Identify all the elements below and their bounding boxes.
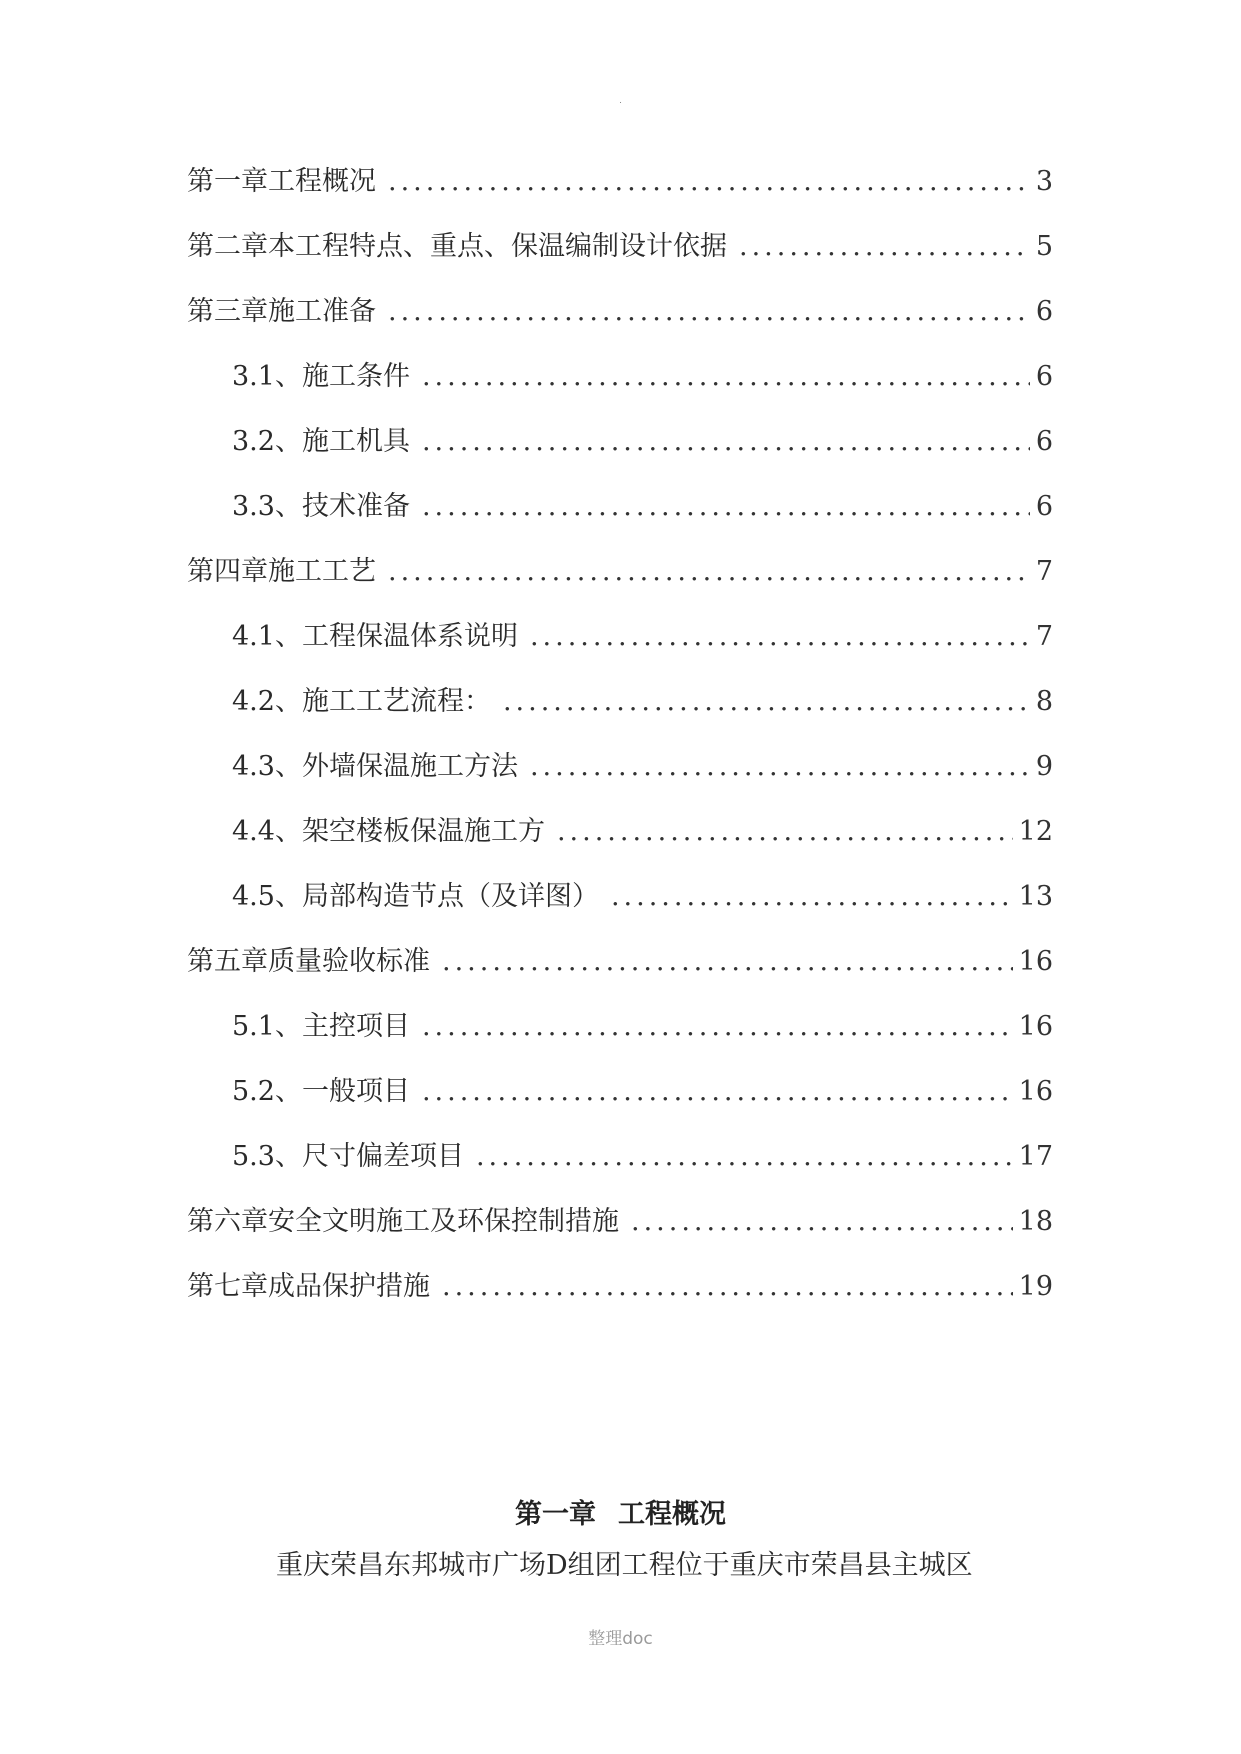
toc-entry[interactable]	[187, 552, 1053, 592]
toc-entry-title: 局部构造节点（及详图）	[301, 881, 599, 912]
toc-entry-page: 6	[1035, 426, 1053, 457]
toc-entry-number: 第一章	[187, 166, 268, 197]
toc-entry-page: 7	[1035, 556, 1053, 587]
toc-leader-dots	[631, 1202, 1013, 1242]
toc-entry-title: 技术准备	[301, 491, 410, 522]
toc-entry[interactable]	[232, 1137, 1053, 1177]
section-heading	[0, 1492, 1241, 1531]
toc-leader-dots	[442, 1267, 1013, 1307]
toc-entry[interactable]	[232, 422, 1053, 462]
toc-entry-page: 5	[1035, 231, 1053, 262]
toc-entry-page: 8	[1035, 686, 1053, 717]
toc-entry-number: 3.2、	[232, 426, 302, 457]
toc-entry[interactable]	[187, 942, 1053, 982]
toc-leader-dots	[611, 877, 1013, 917]
toc-entry-number: 4.2、	[232, 686, 302, 717]
toc-entry-page: 6	[1035, 296, 1053, 327]
toc-leader-dots	[503, 682, 1030, 722]
toc-entry[interactable]	[187, 162, 1053, 202]
toc-entry-title: 施工工艺	[268, 556, 376, 587]
toc-entry-page: 19	[1018, 1271, 1053, 1302]
toc-leader-dots	[530, 617, 1030, 657]
toc-entry-page: 17	[1018, 1141, 1053, 1172]
toc-entry-page: 16	[1018, 946, 1053, 977]
header-mark: .	[619, 96, 622, 105]
section-heading-title: 工程概况	[618, 1499, 726, 1530]
toc-entry-number: 5.1、	[232, 1011, 302, 1042]
toc-entry-title: 一般项目	[301, 1076, 410, 1107]
toc-leader-dots	[422, 422, 1030, 462]
toc-entry[interactable]	[232, 1007, 1053, 1047]
toc-leader-dots	[530, 747, 1030, 787]
toc-entry-number: 第七章	[187, 1271, 268, 1302]
toc-entry-title: 主控项目	[301, 1011, 410, 1042]
toc-entry-page: 16	[1018, 1076, 1053, 1107]
toc-entry-title: 施工准备	[268, 296, 376, 327]
toc-leader-dots	[557, 812, 1013, 852]
toc-entry[interactable]	[232, 357, 1053, 397]
section-heading-number: 第一章	[515, 1499, 596, 1530]
toc-entry-page: 7	[1035, 621, 1053, 652]
toc-entry[interactable]	[187, 292, 1053, 332]
toc-entry[interactable]	[232, 617, 1053, 657]
toc-entry-number: 3.3、	[232, 491, 302, 522]
toc-entry-number: 5.3、	[232, 1141, 302, 1172]
toc-entry-number: 第四章	[187, 556, 268, 587]
toc-entry-number: 4.5、	[232, 881, 302, 912]
toc-leader-dots	[422, 1007, 1013, 1047]
toc-leader-dots	[388, 292, 1030, 332]
toc-entry-title: 本工程特点、重点、保温编制设计依据	[268, 231, 727, 262]
toc-leader-dots	[388, 162, 1030, 202]
toc-entry-number: 5.2、	[232, 1076, 302, 1107]
toc-entry-number: 3.1、	[232, 361, 302, 392]
toc-entry[interactable]	[232, 1072, 1053, 1112]
toc-leader-dots	[422, 1072, 1013, 1112]
toc-leader-dots	[422, 487, 1030, 527]
toc-entry-title: 架空楼板保温施工方	[301, 816, 545, 847]
toc-entry-title: 施工条件	[301, 361, 410, 392]
toc-entry-title: 施工工艺流程：	[301, 686, 491, 717]
toc-entry[interactable]	[232, 877, 1053, 917]
toc-entry-page: 6	[1035, 491, 1053, 522]
toc-entry-page: 16	[1018, 1011, 1053, 1042]
toc-entry[interactable]	[187, 227, 1053, 267]
toc-entry-title: 质量验收标准	[268, 946, 430, 977]
toc-entry-number: 第六章	[187, 1206, 268, 1237]
toc-entry-page: 9	[1035, 751, 1053, 782]
toc-entry-title: 外墙保温施工方法	[301, 751, 518, 782]
toc-entry-page: 18	[1018, 1206, 1053, 1237]
toc-entry[interactable]	[187, 1202, 1053, 1242]
toc-entry-page: 12	[1018, 816, 1053, 847]
toc-entry-page: 6	[1035, 361, 1053, 392]
toc-entry-page: 3	[1035, 166, 1053, 197]
toc-leader-dots	[388, 552, 1030, 592]
toc-leader-dots	[476, 1137, 1013, 1177]
toc-entry-number: 4.3、	[232, 751, 302, 782]
toc-entry-number: 第二章	[187, 231, 268, 262]
toc-entry-title: 成品保护措施	[268, 1271, 430, 1302]
toc-entry[interactable]	[232, 747, 1053, 787]
toc-entry-title: 工程概况	[268, 166, 376, 197]
toc-leader-dots	[422, 357, 1030, 397]
toc-entry-title: 施工机具	[301, 426, 410, 457]
toc-leader-dots	[442, 942, 1013, 982]
toc-entry-title: 工程保温体系说明	[301, 621, 518, 652]
toc-entry[interactable]	[232, 682, 1053, 722]
toc-entry-number: 第五章	[187, 946, 268, 977]
toc-entry[interactable]	[187, 1267, 1053, 1307]
body-paragraph: 重庆荣昌东邦城市广场D组团工程位于重庆市荣昌县主城区	[276, 1550, 973, 1581]
toc-entry-number: 4.1、	[232, 621, 302, 652]
toc-entry-page: 13	[1018, 881, 1053, 912]
toc-entry-title: 安全文明施工及环保控制措施	[268, 1206, 619, 1237]
toc-entry-number: 4.4、	[232, 816, 302, 847]
toc-entry-number: 第三章	[187, 296, 268, 327]
toc-entry[interactable]	[232, 487, 1053, 527]
toc-entry-title: 尺寸偏差项目	[301, 1141, 464, 1172]
page-footer: 整理doc	[588, 1629, 653, 1649]
toc-entry[interactable]	[232, 812, 1053, 852]
toc-leader-dots	[739, 227, 1030, 267]
